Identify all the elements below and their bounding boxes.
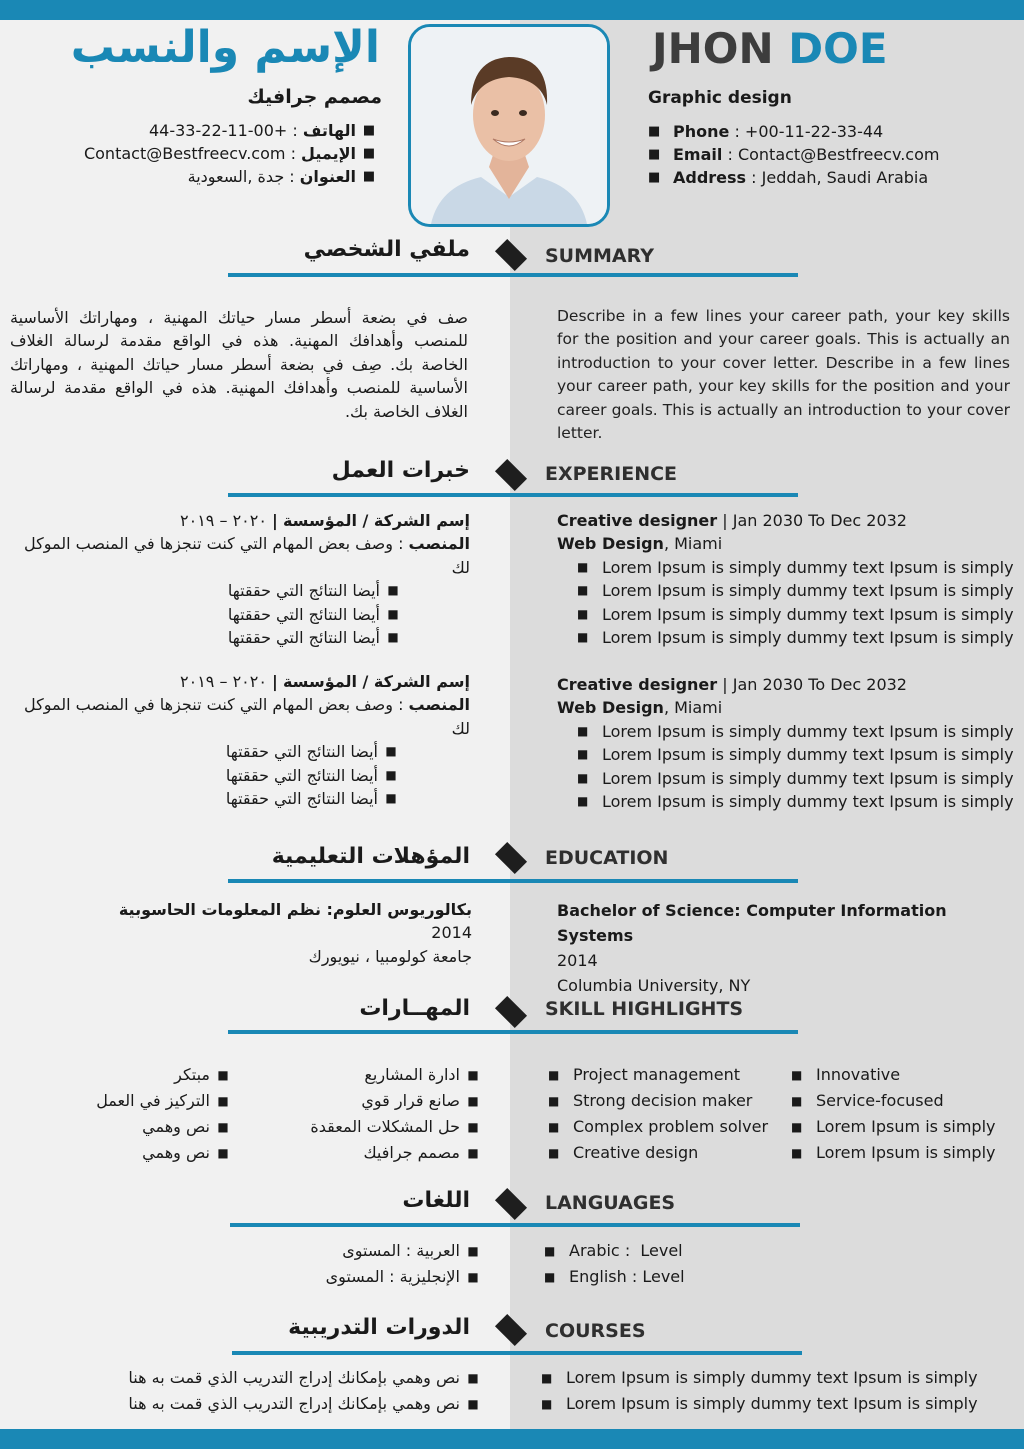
list-item [548,1088,788,1114]
language-name: الإنجليزية [399,1267,460,1286]
bullet-icon: ■ [217,1146,229,1160]
diamond-icon [495,842,527,874]
experience-company-en: Web Design, Miami [557,534,723,554]
contact-value: +00-11-22-33-44 [148,121,288,140]
bullet-icon: ■ [217,1094,229,1108]
person-portrait-icon [411,27,607,224]
list-item-text: مبتكر [174,1065,210,1084]
list-item-text: أيضا النتائج التي حققتها [227,628,380,648]
list-item [577,603,1017,626]
bullet-icon: ■ [577,723,589,738]
list-item [10,603,406,626]
section-title-experience-ar: خبرات العمل [331,458,470,483]
contact-value: Contact@Bestfreecv.com [83,144,286,163]
degree-name: بكالوريوس العلوم: نظم المعلومات الحاسوبية [118,900,472,919]
list-item-text: Innovative [816,1065,901,1084]
list-item-text: نص وهمي [142,1143,210,1162]
summary-text-en: Describe in a few lines your career path, your key skills for the position and your career goals. This is actually an introduction to your cover letter. Describe in a few lines your career path, your key skills for the position and your career goals. This is actually an introduction to your cover letter. [557,307,1010,443]
section-divider [228,1030,798,1034]
courses-list-ar [40,1365,486,1417]
experience-heading-en: Creative designer | Jan 2030 To Dec 2032 [557,675,907,694]
list-item-text: Lorem Ipsum is simply dummy text Ipsum is simply [602,768,1014,788]
list-item-text: Lorem Ipsum is simply dummy text Ipsum is simply [602,628,1014,648]
bullet-icon: ■ [548,1068,560,1082]
job-dates: ٢٠٢٠ – ٢٠١٩ [180,511,267,530]
bullet-icon: ■ [577,794,589,809]
job-title-arabic: مصمم جرافيك [247,86,382,108]
bullet-icon: ■ [467,1120,479,1134]
contact-address-ar: العنوان : جدة ,السعودية ■ [20,165,382,188]
list-item-text: أيضا النتائج التي حققتها [227,604,380,624]
list-item [8,787,404,810]
contact-label: الهاتف [302,121,356,140]
role-label: المنصب [408,534,470,554]
list-item [40,1114,236,1140]
list-item-text: Creative design [573,1143,699,1162]
experience-heading-ar: إسم الشركة / المؤسسة | ٢٠٢٠ – ٢٠١٩ [180,511,470,530]
experience-entry-en [557,673,1017,813]
last-name: DOE [788,24,888,73]
bullet-icon: ■ [467,1094,479,1108]
bullet-icon: ■ [791,1068,803,1082]
list-item [40,1391,486,1417]
list-item-text: Lorem Ipsum is simply dummy text Ipsum is simply [602,557,1014,577]
skills-list-en-col2 [791,1062,1016,1166]
list-item-text: Lorem Ipsum is simply [816,1117,996,1136]
job-title: Creative designer [557,675,718,694]
bullet-icon: ■ [791,1120,803,1134]
section-title-courses-en: COURSES [545,1320,646,1342]
first-name: JHON [652,24,774,73]
graduation-year: 2014 [557,951,598,970]
bullet-icon: ■ [648,147,661,162]
list-item [548,1140,788,1166]
list-item [577,556,1017,579]
experience-entry-ar [8,670,470,810]
bullet-icon: ■ [467,1397,479,1411]
bullet-icon: ■ [648,170,661,185]
bullet-icon: ■ [217,1068,229,1082]
bullet-icon: ■ [387,583,399,598]
bullet-icon: ■ [548,1146,560,1160]
profile-photo [408,24,610,227]
skills-list-ar-col2 [40,1062,236,1166]
list-item-text: Lorem Ipsum is simply dummy text Ipsum is simply [602,721,1014,741]
job-dates: ٢٠٢٠ – ٢٠١٩ [180,672,267,691]
list-item [577,790,1017,813]
section-divider [232,1351,802,1355]
bullet-icon: ■ [577,630,589,645]
section-title-skills-en: SKILL HIGHLIGHTS [545,998,744,1020]
bullet-icon: ■ [577,770,589,785]
diamond-icon [495,996,527,1028]
list-item [250,1114,486,1140]
role-description: وصف بعض المهام التي كنت تنجزها في المنصب الموكل لك [23,695,470,738]
list-item-text: Complex problem solver [573,1117,769,1136]
section-divider [228,493,798,497]
job-title: Creative designer [557,511,718,530]
contact-label: Phone [673,122,730,141]
name-arabic: الإسم والنسب [70,22,380,73]
bullet-icon: ■ [362,146,376,161]
bullet-icon: ■ [467,1068,479,1082]
section-divider [228,879,798,883]
list-item-text: نص وهمي بإمكانك إدراج التدريب الذي قمت به هنا [128,1368,460,1387]
experience-role-ar: المنصب : وصف بعض المهام التي كنت تنجزها في المنصب الموكل لك [23,695,470,738]
list-item [250,1088,486,1114]
summary-text-ar: صف في بضعة أسطر مسار حياتك المهنية ، ومهاراتك الأساسية للمنصب وأهدافك المهنية. هذه في الواقع مقدمة لرسالة الغلاف الخاصة بك. صِف في بضعة أسطر مسار حياتك المهنية ، ومهاراتك الأساسية للمنصب وأهدافك المهنية. هذه في الواقع مقدمة لرسالة الغلاف الخاصة بك. [10,308,468,421]
diamond-icon [495,1188,527,1220]
list-item: ■ العربية : المستوى [250,1238,486,1264]
company-name: إسم الشركة / المؤسسة [282,672,470,691]
list-item-text: التركيز في العمل [96,1091,210,1110]
bullet-icon: ■ [791,1094,803,1108]
job-title-english: Graphic design [648,88,792,108]
list-item-text: مصمم جرافيك [363,1143,460,1162]
contact-list-arabic [20,119,382,188]
graduation-year: 2014 [431,923,472,943]
experience-company-en: Web Design, Miami [557,698,723,718]
bullet-icon: ■ [791,1146,803,1160]
list-item [577,743,1017,766]
contact-phone-en: ■ Phone : +00-11-22-33-44 [648,122,884,141]
section-title-skills-ar: المهــارات [359,996,470,1021]
list-item [250,1062,486,1088]
list-item [10,579,406,602]
list-item [541,1391,1001,1417]
list-item [8,740,404,763]
section-divider [228,273,798,277]
experience-heading-ar: إسم الشركة / المؤسسة | ٢٠٢٠ – ٢٠١٩ [180,672,470,691]
bullet-icon: ■ [541,1397,553,1411]
list-item [548,1114,788,1140]
bullet-icon: ■ [548,1120,560,1134]
achievements-list-ar [8,740,470,810]
list-item [577,767,1017,790]
list-item-text: حل المشكلات المعقدة [310,1117,460,1136]
list-item [250,1140,486,1166]
list-item-text: صانع قرار قوي [361,1091,460,1110]
contact-value: +00-11-22-33-44 [744,122,884,141]
list-item-text: Lorem Ipsum is simply dummy text Ipsum is simply [602,604,1014,624]
role-label: المنصب [408,695,470,715]
school-name: جامعة كولومبيا ، نيويورك [308,946,472,966]
section-title-education-ar: المؤهلات التعليمية [271,844,470,869]
language-name: English [569,1267,627,1286]
bullet-icon: ■ [544,1270,556,1284]
list-item-text: نص وهمي بإمكانك إدراج التدريب الذي قمت به هنا [128,1394,460,1413]
job-dates: Jan 2030 To Dec 2032 [732,675,907,694]
experience-entry-ar [10,509,470,649]
language-level: Level [642,1267,685,1286]
list-item [541,1365,1001,1391]
diamond-icon [495,1314,527,1346]
diamond-icon [495,459,527,491]
education-entry-en [557,898,1017,998]
section-title-education-en: EDUCATION [545,847,669,869]
section-divider [230,1223,800,1227]
list-item [791,1062,1016,1088]
languages-list-en [544,1238,844,1290]
contact-address-en: ■ Address : Jeddah, Saudi Arabia [648,168,929,187]
bullet-icon: ■ [648,124,661,139]
school-name: Columbia University, NY [557,976,751,995]
experience-entry-en [557,509,1017,649]
list-item: ■ الإنجليزية : المستوى [250,1264,486,1290]
contact-email-en: ■ Email : Contact@Bestfreecv.com [648,145,940,164]
list-item-text: أيضا النتائج التي حققتها [225,789,378,809]
contact-email-ar: الإيميل : Contact@Bestfreecv.com ■ [20,142,382,165]
bullet-icon: ■ [577,583,589,598]
job-location: Miami [674,534,723,554]
list-item [8,764,404,787]
list-item-text: ادارة المشاريع [364,1065,460,1084]
section-title-languages-ar: اللغات [402,1188,470,1213]
list-item-text: أيضا النتائج التي حققتها [227,581,380,601]
list-item [577,579,1017,602]
bullet-icon: ■ [577,747,589,762]
language-name: العربية [416,1241,460,1260]
languages-list-ar [250,1238,486,1290]
achievements-list-ar [10,579,470,649]
bullet-icon: ■ [217,1120,229,1134]
language-level: Level [640,1241,683,1260]
courses-list-en [541,1365,1001,1417]
degree-name: Bachelor of Science: Computer Information Systems [557,901,947,945]
bullet-icon: ■ [541,1371,553,1385]
list-item [577,720,1017,743]
contact-label: Email [673,145,723,164]
section-title-experience-en: EXPERIENCE [545,463,678,485]
achievements-list-en [557,556,1017,650]
list-item-text: Lorem Ipsum is simply [816,1143,996,1162]
bullet-icon: ■ [385,767,397,782]
company-name: إسم الشركة / المؤسسة [282,511,470,530]
skills-list-ar-col1 [250,1062,486,1166]
experience-role-ar: المنصب : وصف بعض المهام التي كنت تنجزها في المنصب الموكل لك [23,534,470,577]
list-item-text: Project management [573,1065,741,1084]
bullet-icon: ■ [387,606,399,621]
bullet-icon: ■ [467,1244,479,1258]
contact-label: العنوان [299,167,356,186]
list-item-text: Lorem Ipsum is simply dummy text Ipsum is simply [602,745,1014,765]
list-item [791,1114,1016,1140]
bullet-icon: ■ [577,559,589,574]
list-item [577,626,1017,649]
list-item-text: Lorem Ipsum is simply dummy text Ipsum is simply [566,1394,978,1413]
section-title-summary-ar: ملفي الشخصي [303,237,470,262]
section-title-languages-en: LANGUAGES [545,1192,676,1214]
contact-phone-ar: الهاتف : +00-11-22-33-44 ■ [20,119,382,142]
list-item [10,626,406,649]
list-item-text: Strong decision maker [573,1091,753,1110]
language-name: Arabic [569,1241,620,1260]
bullet-icon: ■ [387,630,399,645]
section-title-courses-ar: الدورات التدريبية [288,1315,470,1340]
diamond-icon [495,239,527,271]
language-level: المستوى [325,1267,385,1286]
bullet-icon: ■ [362,169,376,184]
education-entry-ar [20,898,472,968]
list-item-text: Lorem Ipsum is simply dummy text Ipsum is simply [602,581,1014,601]
bottom-accent-bar [0,1429,1024,1449]
bullet-icon: ■ [467,1371,479,1385]
role-description: وصف بعض المهام التي كنت تنجزها في المنصب الموكل لك [23,534,470,577]
bullet-icon: ■ [385,791,397,806]
bullet-icon: ■ [385,744,397,759]
list-item-text: Service-focused [816,1091,944,1110]
list-item: ■ English : Level [544,1264,844,1290]
contact-list-english [648,120,1008,189]
bullet-icon: ■ [544,1244,556,1258]
top-accent-bar [0,0,1024,20]
language-level: المستوى [342,1241,401,1260]
bullet-icon: ■ [467,1146,479,1160]
contact-value: جدة ,السعودية [187,167,285,186]
list-item [791,1140,1016,1166]
list-item [40,1365,486,1391]
list-item-text: أيضا النتائج التي حققتها [225,765,378,785]
name-english [652,22,888,76]
skills-list-en-col1 [548,1062,788,1166]
list-item-text: نص وهمي [142,1117,210,1136]
list-item [791,1088,1016,1114]
company-name: Web Design [557,534,664,554]
contact-label: الإيميل [301,144,356,163]
section-title-summary-en: SUMMARY [545,245,654,267]
list-item: ■ Arabic : Level [544,1238,844,1264]
list-item-text: Lorem Ipsum is simply dummy text Ipsum is simply [602,792,1014,812]
bullet-icon: ■ [362,123,376,138]
contact-value: Contact@Bestfreecv.com [737,145,940,164]
list-item-text: أيضا النتائج التي حققتها [225,742,378,762]
job-dates: Jan 2030 To Dec 2032 [732,511,907,530]
list-item [40,1088,236,1114]
list-item [548,1062,788,1088]
job-location: Miami [674,698,723,718]
company-name: Web Design [557,698,664,718]
list-item-text: Lorem Ipsum is simply dummy text Ipsum is simply [566,1368,978,1387]
experience-heading-en: Creative designer | Jan 2030 To Dec 2032 [557,511,907,530]
list-item [40,1140,236,1166]
list-item [40,1062,236,1088]
contact-value: Jeddah, Saudi Arabia [761,168,929,187]
bullet-icon: ■ [467,1270,479,1284]
bullet-icon: ■ [548,1094,560,1108]
contact-label: Address [673,168,747,187]
achievements-list-en [557,720,1017,814]
bullet-icon: ■ [577,606,589,621]
